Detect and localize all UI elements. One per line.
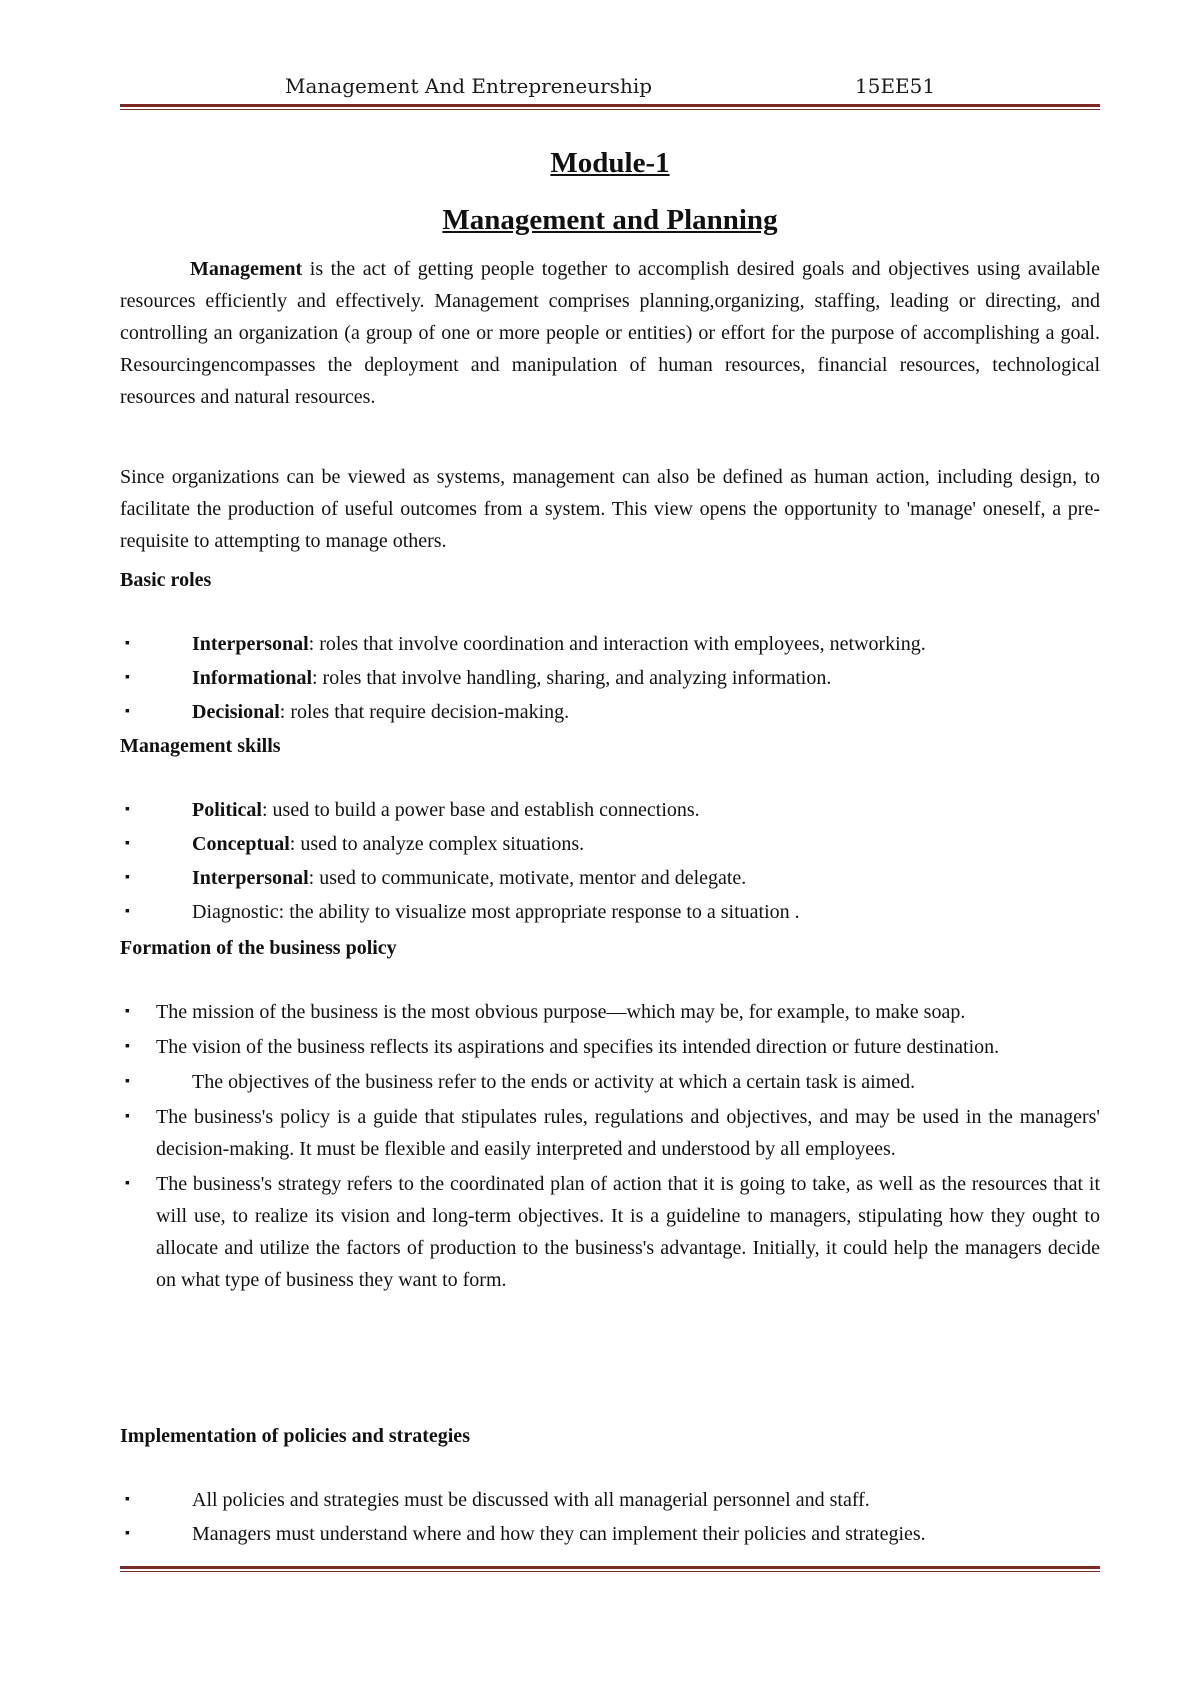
item-text: Diagnostic: the ability to visualize most appropriate response to a situation . — [192, 901, 800, 923]
list-item — [120, 1031, 1100, 1063]
bullet-icon: ▪ — [125, 1109, 130, 1124]
item-text: The mission of the business is the most obvious purpose—which may be, for example, to make soap. — [156, 1001, 966, 1023]
item-text: Managers must understand where and how they can implement their policies and strategies. — [192, 1523, 926, 1545]
business-policy-heading: Formation of the business policy — [120, 937, 397, 959]
item-term: Decisional — [192, 701, 280, 723]
list-item — [120, 996, 1100, 1028]
item-term: Conceptual — [192, 833, 290, 855]
management-skills-heading: Management skills — [120, 735, 281, 757]
item-text: : roles that involve handling, sharing, and analyzing information. — [312, 667, 832, 689]
list-item — [120, 1101, 1100, 1165]
bullet-icon: ▪ — [125, 836, 130, 851]
bullet-icon: ▪ — [125, 1176, 130, 1191]
bullet-icon: ▪ — [125, 1492, 130, 1507]
running-header — [120, 74, 1100, 104]
intro-paragraph — [120, 253, 1100, 413]
item-term: Interpersonal — [192, 867, 309, 889]
item-text: : roles that involve coordination and interaction with employees, networking. — [308, 633, 926, 655]
business-policy-list — [120, 996, 1100, 1299]
bullet-icon: ▪ — [125, 636, 130, 651]
list-item — [120, 696, 1100, 730]
bullet-icon: ▪ — [125, 1074, 130, 1089]
list-item — [120, 1168, 1100, 1296]
basic-roles-heading: Basic roles — [120, 569, 212, 591]
bullet-icon: ▪ — [125, 802, 130, 817]
implementation-list — [120, 1484, 1100, 1552]
footer-divider — [120, 1566, 1100, 1572]
list-item — [120, 862, 1100, 896]
bullet-icon: ▪ — [125, 870, 130, 885]
item-term: Interpersonal — [192, 633, 309, 655]
list-item — [120, 628, 1100, 662]
header-divider — [120, 104, 1100, 110]
intro-text: is the act of getting people together to accomplish desired goals and objectives using available resources efficiently and effectively. Management comprises planning,organizing, staffing, leading or directing, and controlling an organization (a group of one or more people or entities) or effort for the purpose of accomplishing a goal. Resourcingencompasses the deployment and manipulation of human resources, financial resources, technological resources and natural resources. — [120, 258, 1100, 408]
item-term: Informational — [192, 667, 312, 689]
header-course-code: 15EE51 — [855, 74, 936, 98]
bullet-icon: ▪ — [125, 1039, 130, 1054]
systems-paragraph: Since organizations can be viewed as systems, management can also be defined as human action, including design, to facilitate the production of useful outcomes from a system. This view opens the opportunity to 'manage' oneself, a pre-requisite to attempting to manage others. — [120, 466, 1100, 552]
list-item — [120, 1066, 1100, 1098]
item-text: All policies and strategies must be discussed with all managerial personnel and staff. — [192, 1489, 870, 1511]
item-term: Political — [192, 799, 262, 821]
header-title: Management And Entrepreneurship — [285, 74, 653, 98]
module-title: Module-1 — [550, 147, 670, 179]
list-item — [120, 662, 1100, 696]
list-item — [120, 896, 1100, 930]
list-item — [120, 1518, 1100, 1552]
list-item — [120, 1484, 1100, 1518]
item-text: : roles that require decision-making. — [279, 701, 570, 723]
implementation-heading: Implementation of policies and strategies — [120, 1425, 470, 1447]
list-item — [120, 828, 1100, 862]
item-text: The business's strategy refers to the coordinated plan of action that it is going to take, as well as the resources that it will use, to realize its vision and long-term objectives. It is a guideline to managers, stipulating how they ought to allocate and utilize the factors of production to the business's advantage. Initially, it could help the managers decide on what type of business they want to form. — [156, 1173, 1100, 1291]
management-skills-list — [120, 794, 1100, 930]
basic-roles-list — [120, 628, 1100, 730]
bullet-icon: ▪ — [125, 704, 130, 719]
item-text: : used to build a power base and establish connections. — [261, 799, 700, 821]
list-item — [120, 794, 1100, 828]
item-text: The objectives of the business refer to the ends or activity at which a certain task is aimed. — [192, 1071, 916, 1093]
item-text: The business's policy is a guide that stipulates rules, regulations and objectives, and may be used in the managers' decision-making. It must be flexible and easily interpreted and understood by all employees. — [156, 1106, 1100, 1160]
bullet-icon: ▪ — [125, 904, 130, 919]
item-text: The vision of the business reflects its aspirations and specifies its intended direction or future destination. — [156, 1036, 1000, 1058]
intro-term: Management — [190, 258, 303, 280]
item-text: : used to communicate, motivate, mentor and delegate. — [308, 867, 747, 889]
bullet-icon: ▪ — [125, 670, 130, 685]
item-text: : used to analyze complex situations. — [289, 833, 585, 855]
chapter-title: Management and Planning — [442, 204, 778, 236]
bullet-icon: ▪ — [125, 1004, 130, 1019]
bullet-icon: ▪ — [125, 1526, 130, 1541]
